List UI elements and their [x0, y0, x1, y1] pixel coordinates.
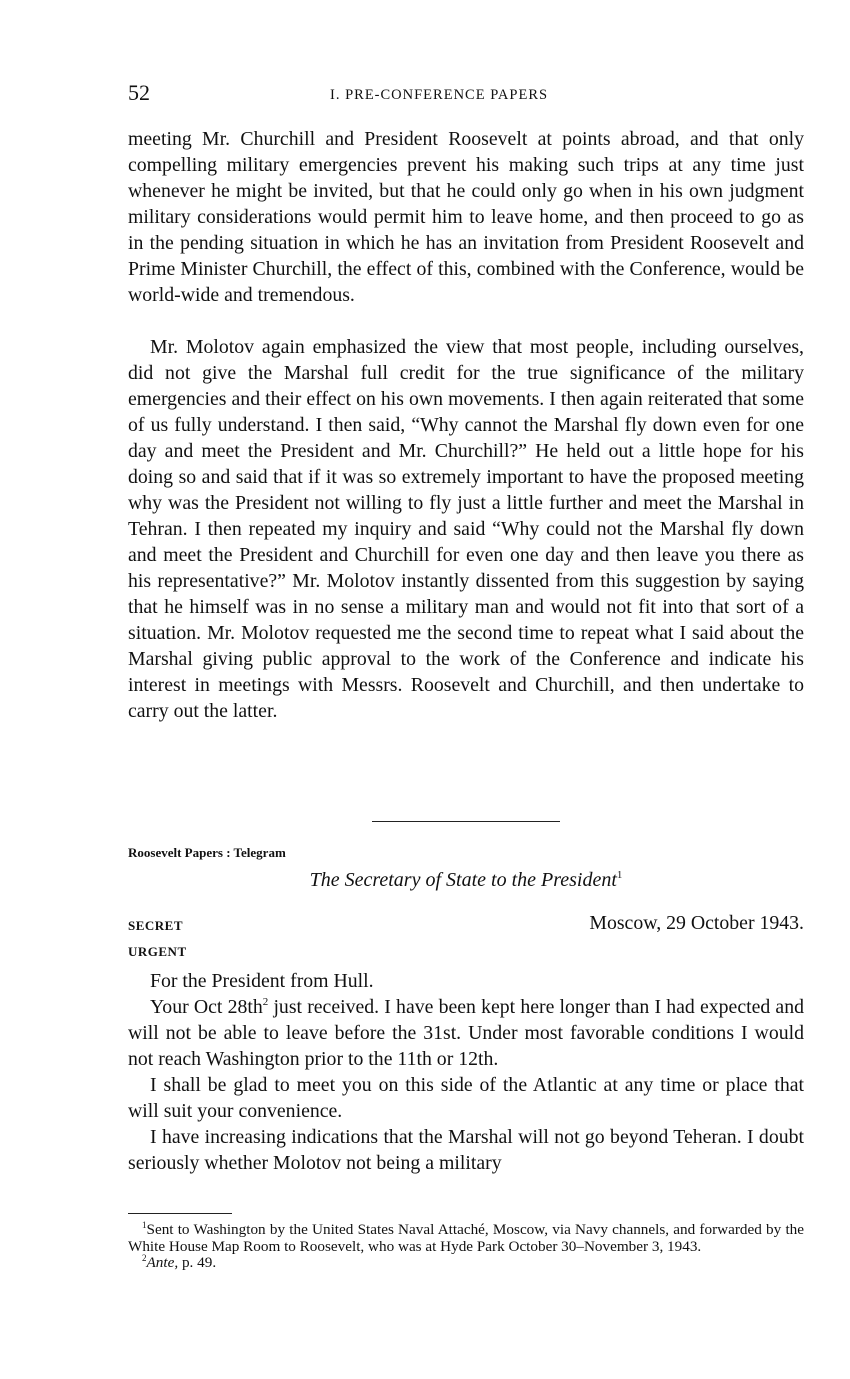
- footnote-marker: 1: [142, 1220, 147, 1230]
- salutation: For the President from Hull.: [150, 970, 374, 992]
- section-divider: [372, 821, 560, 822]
- footnote-text: Sent to Washington by the United States Naval Attaché, Moscow, via Navy channels, and forwarded by the White House Map Room to Roosevelt, who was at Hyde Park October 30–November 3, 1943.: [128, 1221, 804, 1255]
- telegram-body: [128, 968, 804, 1176]
- text: just received. I have been kept here longer than I had expected and will not be able to leave before the 31st. Under most favorable conditions I would not reach Washington prior to the 11th or 12th.: [128, 996, 804, 1070]
- page-number: 52: [128, 80, 150, 105]
- footnote-italic: Ante,: [146, 1254, 179, 1271]
- telegram-paragraph-3: I have increasing indications that the Marshal will not go beyond Teheran. I doubt seriously whether Molotov not being a military: [128, 1126, 804, 1174]
- footnote-1: [128, 1222, 804, 1255]
- footnote-ref: 2: [262, 996, 269, 1008]
- telegram-paragraph-2: I shall be glad to meet you on this side of the Atlantic at any time or place that will suit your convenience.: [128, 1074, 804, 1122]
- text: Your Oct 28th: [150, 996, 263, 1018]
- classification-urgent: URGENT: [128, 944, 187, 959]
- body-paragraph-2: [128, 334, 804, 724]
- document-title: [128, 869, 804, 892]
- dateline: Moscow, 29 October 1943.: [589, 912, 804, 934]
- footnote-text: p. 49.: [178, 1254, 217, 1271]
- footnote-marker: 2: [142, 1253, 147, 1263]
- title-text: The Secretary of State to the President: [309, 869, 617, 891]
- running-head: I. PRE-CONFERENCE PAPERS: [330, 87, 549, 103]
- document-source: Roosevelt Papers : Telegram: [128, 845, 286, 860]
- footnote-divider: [128, 1213, 232, 1214]
- classification-secret: SECRET: [128, 918, 184, 933]
- footnotes: [128, 1222, 804, 1272]
- footnote-ref: 1: [616, 869, 623, 881]
- body-paragraph-1: [128, 126, 804, 308]
- telegram-paragraph-1: [128, 994, 804, 1072]
- footnote-2: [128, 1255, 804, 1272]
- paragraph-text: meeting Mr. Churchill and President Roosevelt at points abroad, and that only compelling military emergencies prevent his making such trips at any time just whenever he might be invited, but that he could only go when in his own judgment military considerations would permit him to leave home, and then proceed to go as in the pending situation in which he has an invitation from President Roosevelt and Prime Minister Churchill, the effect of this, combined with the Conference, would be world-wide and tremendous.: [128, 128, 804, 306]
- paragraph-text: Mr. Molotov again emphasized the view that most people, including ourselves, did not give the Marshal full credit for the true significance of the military emergencies and their effect on his own movements. I then again reiterated that some of us fully understand. I then said, “Why cannot the Marshal fly down even for one day and meet the President and Mr. Churchill?” He held out a little hope for his doing so and said that if it was so extremely important to have the proposed meeting why was the President not willing to fly just a little further and meet the Marshal in Tehran. I then repeated my inquiry and said “Why could not the Marshal fly down and meet the President and Churchill for even one day and then leave you there as his representative?” Mr. Molotov instantly dissented from this suggestion by saying that he himself was in no sense a military man and would not fit into that sort of a situation. Mr. Molotov requested me the second time to repeat what I said about the Marshal giving public approval to the work of the Conference and indicate his interest in meetings with Messrs. Roosevelt and Churchill, and then undertake to carry out the latter.: [128, 336, 804, 722]
